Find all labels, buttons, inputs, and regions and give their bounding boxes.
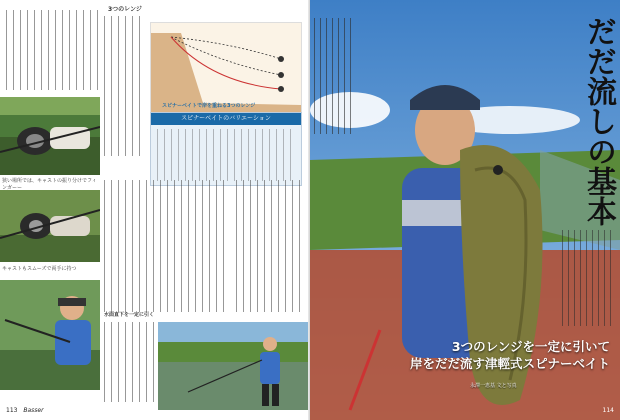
body-text-column-1 <box>104 16 146 156</box>
variation-box-text <box>157 129 295 181</box>
variation-box <box>150 112 302 186</box>
headline-line-1: 3つのレンジを一定に引いて <box>451 339 610 354</box>
headline-line-2: 岸をだだ流す津輕式スピナーベイト <box>410 356 611 371</box>
body-text-column-3 <box>104 180 154 312</box>
body-text-column-4 <box>160 180 230 312</box>
masthead: Basser <box>23 407 44 414</box>
right-page-number: 114 <box>602 407 614 414</box>
angler-photo-bottom <box>0 280 100 390</box>
right-page <box>310 0 620 420</box>
section-heading: 3つのレンジ <box>108 6 142 13</box>
body-text-column-5 <box>236 180 302 312</box>
body-text-column-6 <box>104 322 154 402</box>
photo-caption-3: 水面直下を一定に引く <box>104 312 155 318</box>
angler-photo-bottom-image <box>0 280 100 390</box>
reel-photo-middle <box>0 190 100 262</box>
headline <box>410 338 610 372</box>
byline: 永澤一恵基 文と写真 <box>470 383 517 389</box>
reel-photo-middle-image <box>0 190 100 262</box>
variation-box-heading: スピナーベイトのバリエーション <box>151 113 301 125</box>
reel-photo-top <box>0 97 100 175</box>
angler-photo-river-image <box>158 322 308 410</box>
intro-text-column <box>314 18 356 134</box>
profile-text-column <box>562 230 612 326</box>
photo-caption-2: キャストもスムーズで両手に持つ <box>2 266 77 272</box>
left-page-folio <box>6 407 44 414</box>
angler-photo-river <box>158 322 308 410</box>
reel-photo-top-image <box>0 97 100 175</box>
photo-caption-1: 狭い場所では、キャストの振り分けでフィンガーー <box>2 178 97 191</box>
left-page-number: 113 <box>6 407 18 414</box>
range-diagram <box>150 22 302 116</box>
body-text-column-2 <box>6 10 98 90</box>
diagram-caption: スピナーベイトで岸を重ねる3つのレンジ <box>162 103 256 109</box>
article-title: だだ流しの基本 <box>581 16 616 226</box>
range-diagram-graphic <box>151 23 301 115</box>
